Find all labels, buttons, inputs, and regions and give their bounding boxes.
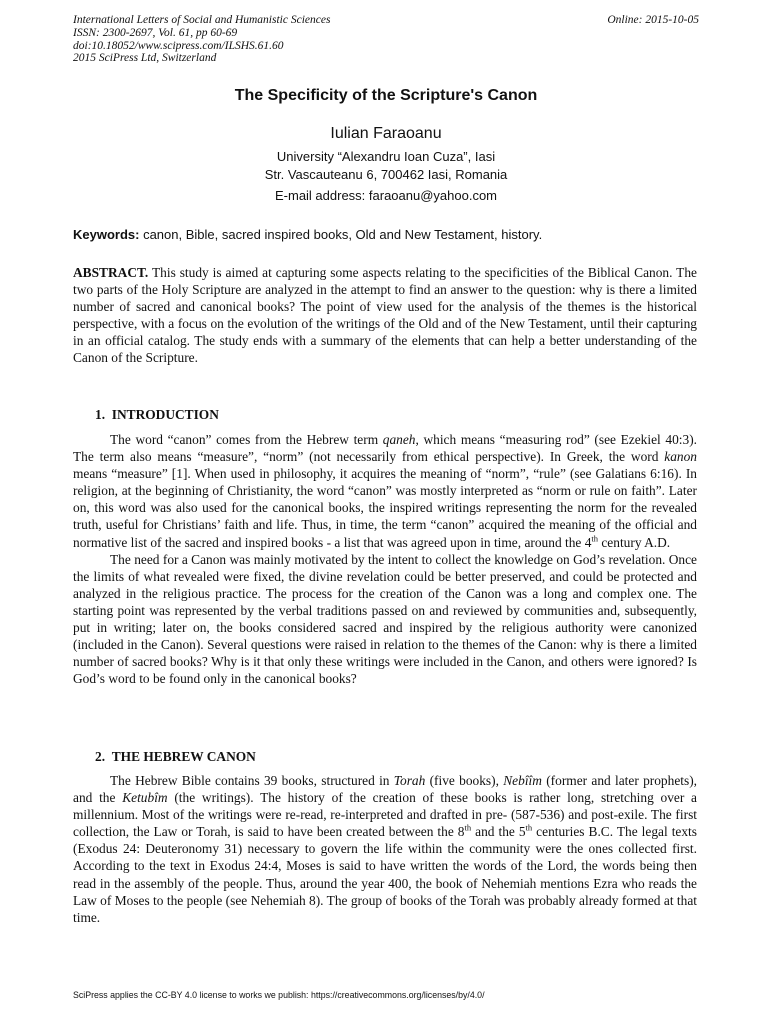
online-date: Online: 2015-10-05 xyxy=(607,14,699,26)
section-heading-introduction xyxy=(95,406,219,423)
text-run: (the writings). The history of the creation of these books is rather long, stretching over a millennium. Most of the writings were re-read, re-interpreted and drafted in pre- (587-536) and post-exile. The first collection, the Law or Torah, is said to have been created between the 8 xyxy=(73,790,698,840)
text-run: The Hebrew Bible contains 39 books, structured in xyxy=(110,773,394,788)
author-university: University “Alexandru Ioan Cuza”, Iasi xyxy=(276,149,496,164)
superscript: th xyxy=(464,822,472,833)
author-name: Iulian Faraoanu xyxy=(330,125,442,142)
italic-term: Torah xyxy=(393,773,426,788)
text-run: (five books), xyxy=(425,773,504,788)
section-number: 2. xyxy=(95,749,106,764)
text-run: century A.D. xyxy=(598,534,671,550)
superscript: th xyxy=(525,822,533,833)
journal-doi: doi:10.18052/www.scipress.com/ILSHS.61.60 xyxy=(73,39,284,52)
text-run: , which means “measuring rod” (see Ezekiel 40:3). The term also means “measure”, “norm” (not necessarily from ethical perspective). In Greek, the word xyxy=(73,432,697,465)
abstract-label: ABSTRACT. xyxy=(73,265,149,280)
italic-term: Nebîîm xyxy=(503,773,542,788)
text-run: means “measure” [1]. When used in philosophy, it acquires the meaning of “norm”, “rule” (see Galatians 6:16). In religion, at the beginning of Christianity, the word “canon” was mostly interpreted as “norm or rule on faith”. Later on, this word was also used for the canonical books, the inspired writings representing the norm for the revealed truth, useful for Christians’ faith and life. Thus, in time, the term “canon” acquired the meaning of the official and normative list of the sacred and inspired books - a list that was agreed upon in time, around the 4 xyxy=(73,466,697,550)
section-introduction xyxy=(73,431,697,687)
section-title: THE HEBREW CANON xyxy=(111,749,256,764)
text-run: The word “canon” comes from the Hebrew term xyxy=(110,432,383,447)
text-run: (former and later prophets), and the xyxy=(73,773,698,806)
paragraph xyxy=(73,431,697,551)
paragraph xyxy=(73,772,697,926)
author-address: Str. Vascauteanu 6, 700462 Iasi, Romania xyxy=(264,166,508,182)
text-run: centuries B.C. The legal texts (Exodus 24: Deuteronomy 31) necessary to govern the life within the community were the ones collected first. According to the text in Exodus 24:4, Moses is said to have written the words of the Lord, the words being then read in the assembly of the people. Thus, around the year 400, the book of Nehemiah mentions Ezra who reads the Law of Moses to the people (see Nehemiah 8). The group of books of the Torah was probably already formed at that time. xyxy=(73,824,697,925)
keywords-text: canon, Bible, sacred inspired books, Old and New Testament, history. xyxy=(139,227,543,242)
license-footer: SciPress applies the CC-BY 4.0 license to works we publish: https://creativecommons.org/licenses/by/4.0/ xyxy=(73,990,485,1000)
section-number: 1. xyxy=(95,407,106,422)
journal-publisher: 2015 SciPress Ltd, Switzerland xyxy=(73,52,217,65)
italic-term: qaneh xyxy=(382,432,416,447)
author-email: E-mail address: faraoanu@yahoo.com xyxy=(274,188,498,203)
section-hebrew-canon xyxy=(73,772,697,926)
author-affiliation xyxy=(73,148,699,183)
abstract xyxy=(73,264,697,367)
keywords xyxy=(73,226,699,244)
text-run: and the 5 xyxy=(471,824,526,840)
abstract-text: This study is aimed at capturing some aspects relating to the specificities of the Biblical Canon. The two parts of the Holy Scripture are analyzed in the attempt to find an answer to the question: why is there a limited number of sacred and canonical books? The point of view used for the analysis of the themes is the historical perspective, with a focus on the evolution of the writings of the Old and of the New Testament, until their capturing in an official catalog. The study ends with a summary of the elements that can help a better understanding of the Canon of the Scripture. xyxy=(73,265,697,366)
italic-term: kanon xyxy=(664,449,697,465)
keywords-label: Keywords: xyxy=(73,227,140,242)
journal-issn: ISSN: 2300-2697, Vol. 61, pp 60-69 xyxy=(73,26,238,39)
italic-term: Ketubîm xyxy=(122,790,168,806)
paragraph: The need for a Canon was mainly motivated by the intent to collect the knowledge on God’s revelation. Once the limits of what revealed were fixed, the divine revelation could be better preserved, and could be protected and analyzed in the religious practice. The process for the creation of the Canon was a long and complex one. The starting point was represented by the verbal traditions passed on and reviewed by communities and, subsequently, put in writing; later on, the books considered sacred and inspired by the religious authority were canonized (included in the Canon). Several questions were raised in relation to the themes of the Canon: why is there a limited number of sacred books? Why is it that only these writings were included in the Canon, and others were ignored? Is God’s word to be found only in the canonical books? xyxy=(73,551,697,687)
section-title: INTRODUCTION xyxy=(111,407,219,422)
superscript: th xyxy=(591,533,599,544)
journal-name: International Letters of Social and Humanistic Sciences xyxy=(73,14,331,26)
paper-title: The Specificity of the Scripture's Canon xyxy=(234,87,538,104)
section-heading-hebrew-canon xyxy=(95,748,256,765)
